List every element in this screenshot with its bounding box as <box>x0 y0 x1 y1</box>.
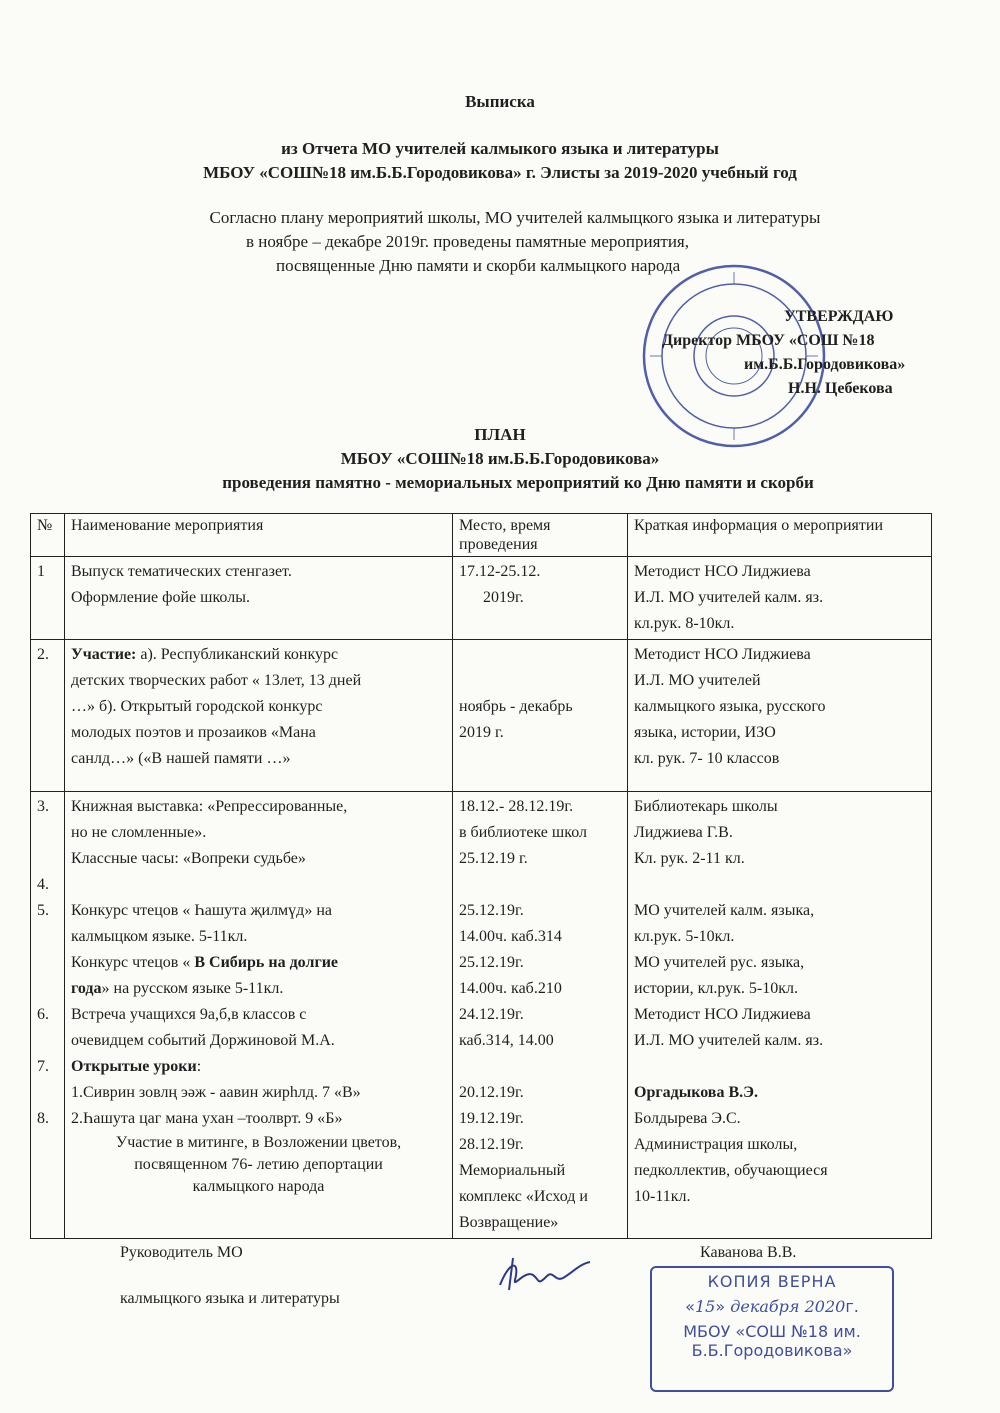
participation-label: Участие: <box>71 646 137 663</box>
event-place: 18.12.- 28.12.19г. в библиотеке школ 25.12.19 г. 25.12.19г. 14.00ч. каб.314 25.12.19г. 14.00ч. каб.210 24.12.19г. каб.314, 14.00 20.12.19г. 19.12.19г. 28.12.19г. Мемориальный комплекс «Исход и Возвращение» <box>453 792 628 1239</box>
event-name: Книжная выставка: «Репрессированные, но не сломленные». Классные часы: «Вопреки судьбе» Конкурс чтецов « Һашута җилмүд» на калмыцком языке. 5-11кл. Конкурс чтецов « В Сибирь на долгие года» на русском языке 5-11кл. Встреча учащихся 9а,б,в классов с очевидцем событий Доржиновой М.А. Открытые уроки: 1.Сиврин зовлң эәж - аавин жирһлд. 7 «В» 2.Һашута цаг мана ухан –тоолврт. 9 «Б» Участие в митинге, в Возложении цветов, посвященном 76- летию депортации калмыцкого народа <box>65 792 453 1239</box>
footer-role-line2: калмыцкого языка и литературы <box>120 1290 340 1307</box>
approval-director: Директор МБОУ «СОШ №18 <box>662 332 875 349</box>
approval-signer: Н.Н. Цебекова <box>788 380 893 397</box>
intro-line3: посвященные Дню памяти и скорби калмыцкого народа <box>276 256 681 275</box>
table-row <box>31 557 932 640</box>
header-info: Краткая информация о мероприятии <box>628 514 932 557</box>
approval-school: им.Б.Б.Городовикова» <box>744 356 906 373</box>
document-title: Выписка <box>465 92 535 111</box>
copy-stamp-title: КОПИЯ ВЕРНА <box>707 1272 837 1291</box>
header-place-time: Место, время проведения <box>453 514 628 557</box>
event-place: ноябрь - декабрь 2019 г. <box>453 640 628 792</box>
footer-signer: Каванова В.В. <box>700 1244 797 1261</box>
certified-copy-stamp <box>650 1266 894 1392</box>
open-lessons-label: Открытые уроки <box>71 1058 197 1075</box>
row-num: 2. <box>31 640 65 792</box>
event-name: Выпуск тематических стенгазет. Оформление фойе школы. <box>65 557 453 640</box>
row-num: 1 <box>31 557 65 640</box>
approval-heading: УТВЕРЖДАЮ <box>784 308 894 325</box>
footer-role-line1: Руководитель МО <box>120 1244 243 1261</box>
table-header-row <box>31 514 932 557</box>
event-info: Методист НСО Лиджиева И.Л. МО учителей калмыцкого языка, русского языка, истории, ИЗО кл. рук. 7- 10 классов <box>628 640 932 792</box>
plan-title: ПЛАН <box>474 425 526 444</box>
copy-stamp-org-line2: Б.Б.Городовикова» <box>691 1341 853 1360</box>
event-info: Библиотекарь школы Лиджиева Г.В. Кл. рук. 2-11 кл. МО учителей калм. языка, кл.рук. 5-10кл. МО учителей рус. языка, истории, кл.рук. 5-10кл. Методист НСО Лиджиева И.Л. МО учителей калм. яз. Оргадыкова В.Э. Болдырева Э.С. Администрация школы, педколлектив, обучающиеся 10-11кл. <box>628 792 932 1239</box>
intro-line2: в ноябре – декабре 2019г. проведены памятные мероприятия, <box>246 232 689 251</box>
copy-stamp-org-line1: МБОУ «СОШ №18 им. <box>683 1322 861 1341</box>
plan-school: МБОУ «СОШ№18 им.Б.Б.Городовикова» <box>340 449 660 468</box>
events-table <box>30 513 932 1239</box>
report-subtitle-line2: МБОУ «СОШ№18 им.Б.Б.Городовикова» г. Элисты за 2019-2020 учебный год <box>203 163 797 182</box>
event-name: Участие: а). Республиканский конкурс детских творческих работ « 13лет, 13 дней …» б). Открытый городской конкурс молодых поэтов и прозаиков «Мана санлд…» («В нашей памяти …» <box>65 640 453 792</box>
intro-line1: Согласно плану мероприятий школы, МО учителей калмыцкого языка и литературы <box>209 208 821 227</box>
header-event-name: Наименование мероприятия <box>65 514 453 557</box>
event-info: Методист НСО Лиджиева И.Л. МО учителей калм. яз. кл.рук. 8-10кл. <box>628 557 932 640</box>
header-num: № <box>31 514 65 557</box>
handwritten-signature <box>495 1250 595 1300</box>
event-place: 17.12-25.12. 2019г. <box>453 557 628 640</box>
table-row <box>31 792 932 1239</box>
table-row <box>31 640 932 792</box>
plan-subtitle: проведения памятно - мемориальных мероприятий ко Дню памяти и скорби <box>222 473 814 492</box>
copy-stamp-date: «15» декабря 2020г. <box>685 1297 859 1316</box>
row-nums: 3. 4. 5. 6. 7. 8. <box>31 792 65 1239</box>
report-subtitle-line1: из Отчета МО учителей калмыкого языка и литературы <box>281 139 719 158</box>
